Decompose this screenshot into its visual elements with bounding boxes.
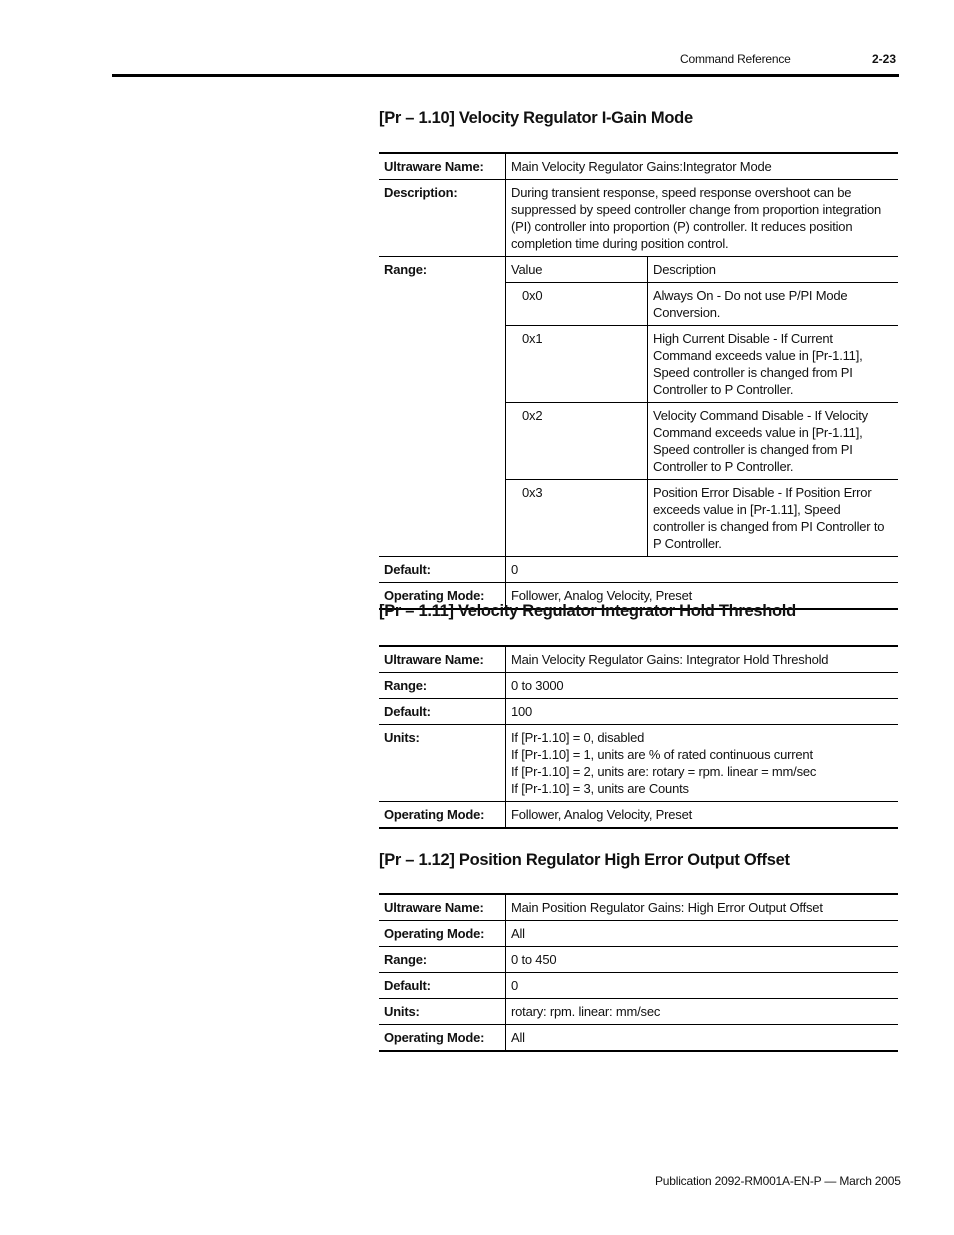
section-pr-1-12 [379,850,898,1045]
table-row [379,180,898,257]
row-value: rotary: rpm. linear: mm/sec [511,1004,661,1019]
parameter-table [379,893,898,1052]
row-label: Default: [379,699,506,725]
range-value-table [506,257,898,556]
publication-footer: Publication 2092-RM001A-EN-P — March 2005 [655,1174,901,1188]
row-value: 0 [511,978,519,993]
units-line: If [Pr-1.10] = 1, units are % of rated continuous current [511,747,813,762]
parameter-table [379,645,898,829]
row-label: Default: [379,557,506,583]
range-header-row [506,257,898,283]
range-description: Position Error Disable - If Position Error exceeds value in [Pr-1.11], Speed controller is changed from PI Controller to P Controller. [653,485,885,551]
table-row [379,947,898,973]
table-row [379,973,898,999]
table-row [379,999,898,1025]
row-value: All [511,1030,525,1045]
row-value: 0 to 3000 [511,678,564,693]
row-label: Ultraware Name: [379,153,506,180]
page-number: 2-23 [872,52,897,66]
row-value: During transient response, speed response overshoot can be suppressed by speed controller change from proportion integration (PI) controller into proportion (P) controller. It reduces position completion time during position control. [511,185,882,251]
table-row [379,894,898,921]
range-header-value: Value [506,257,648,283]
range-row [506,403,898,480]
row-value: Main Position Regulator Gains: High Error Output Offset [511,900,823,915]
row-label: Operating Mode: [379,802,506,829]
section-pr-1-10 [379,108,898,603]
row-label: Default: [379,973,506,999]
header-rule [112,74,899,77]
range-row [506,326,898,403]
row-label: Units: [379,999,506,1025]
row-label: Range: [379,673,506,699]
section-title: [Pr – 1.10] Velocity Regulator I-Gain Mode [379,109,693,127]
units-line: If [Pr-1.10] = 2, units are: rotary = rpm. linear = mm/sec [511,764,817,779]
row-label: Units: [379,725,506,802]
section-title: [Pr – 1.11] Velocity Regulator Integrator Hold Threshold [379,602,796,620]
range-value: 0x0 [506,283,648,326]
units-line: If [Pr-1.10] = 0, disabled [511,730,645,745]
range-header-description: Description [653,262,716,277]
row-label: Operating Mode: [379,1025,506,1052]
range-cell [506,257,899,557]
parameter-table [379,152,898,610]
section-pr-1-11 [379,601,898,822]
row-label: Operating Mode: [379,583,506,610]
range-row [506,283,898,326]
row-label: Ultraware Name: [379,894,506,921]
row-value: 0 to 450 [511,952,557,967]
table-row [379,802,898,829]
row-label: Range: [379,257,506,557]
row-label: Range: [379,947,506,973]
row-value: Main Velocity Regulator Gains: Integrator Hold Threshold [511,652,829,667]
row-value: Follower, Analog Velocity, Preset [511,807,693,822]
row-value: 100 [511,704,533,719]
range-row [506,480,898,557]
range-value: 0x2 [506,403,648,480]
table-row [379,1025,898,1052]
range-value: 0x1 [506,326,648,403]
table-row [379,646,898,673]
running-header-title: Command Reference [680,52,791,66]
range-description: Always On - Do not use P/PI Mode Conversion. [653,288,848,320]
units-cell [506,725,899,802]
units-line: If [Pr-1.10] = 3, units are Counts [511,781,689,796]
table-row [379,257,898,557]
row-value: Main Velocity Regulator Gains:Integrator Mode [511,159,772,174]
table-row [379,153,898,180]
table-row [379,673,898,699]
row-value: 0 [511,562,519,577]
range-description: Velocity Command Disable - If Velocity Command exceeds value in [Pr-1.11], Speed controller is changed from PI Controller to P Controller. [653,408,868,474]
table-row [379,921,898,947]
row-label: Ultraware Name: [379,646,506,673]
range-description: High Current Disable - If Current Command exceeds value in [Pr-1.11], Speed controller is changed from PI Controller to P Controller. [653,331,863,397]
table-row [379,557,898,583]
row-label: Description: [379,180,506,257]
range-value: 0x3 [506,480,648,557]
row-value: All [511,926,525,941]
table-row [379,725,898,802]
row-label: Operating Mode: [379,921,506,947]
row-value: Follower, Analog Velocity, Preset [511,588,693,603]
section-title: [Pr – 1.12] Position Regulator High Error Output Offset [379,851,790,869]
table-row [379,699,898,725]
